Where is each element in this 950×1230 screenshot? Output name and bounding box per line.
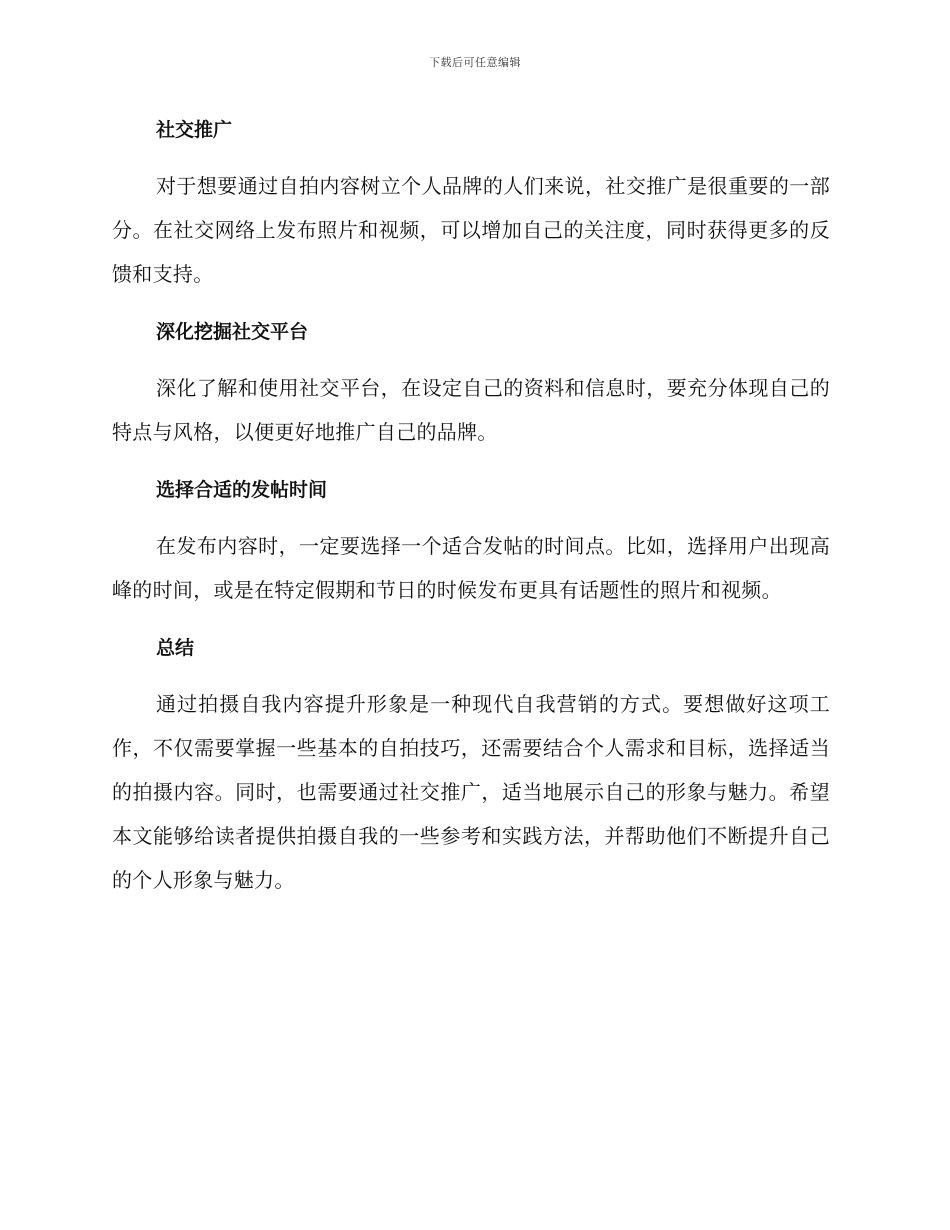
- section-paragraph: 在发布内容时，一定要选择一个适合发帖的时间点。比如，选择用户出现高峰的时间，或是在特定假期和节日的时候发布更具有话题性的照片和视频。: [112, 534, 830, 602]
- section-heading-social-promotion: 社交推广: [156, 119, 233, 141]
- section-paragraph: 通过拍摄自我内容提升形象是一种现代自我营销的方式。要想做好这项工作，不仅需要掌握一些基本的自拍技巧，还需要结合个人需求和目标，选择适当的拍摄内容。同时，也需要通过社交推广，适当地展示自己的形象与魅力。希望本文能够给读者提供拍摄自我的一些参考和实践方法，并帮助他们不断提升自己的个人形象与魅力。: [112, 692, 830, 892]
- section-heading-posting-time: 选择合适的发帖时间: [156, 479, 328, 501]
- section-heading-summary: 总结: [156, 637, 195, 659]
- section-heading-social-platform: 深化挖掘社交平台: [156, 321, 309, 343]
- page-header: 下载后可任意编辑: [429, 56, 521, 69]
- section-paragraph: 对于想要通过自拍内容树立个人品牌的人们来说，社交推广是很重要的一部分。在社交网络上发布照片和视频，可以增加自己的关注度，同时获得更多的反馈和支持。: [112, 174, 830, 286]
- section-paragraph: 深化了解和使用社交平台，在设定自己的资料和信息时，要充分体现自己的特点与风格，以便更好地推广自己的品牌。: [112, 376, 830, 444]
- document-body: [112, 108, 830, 902]
